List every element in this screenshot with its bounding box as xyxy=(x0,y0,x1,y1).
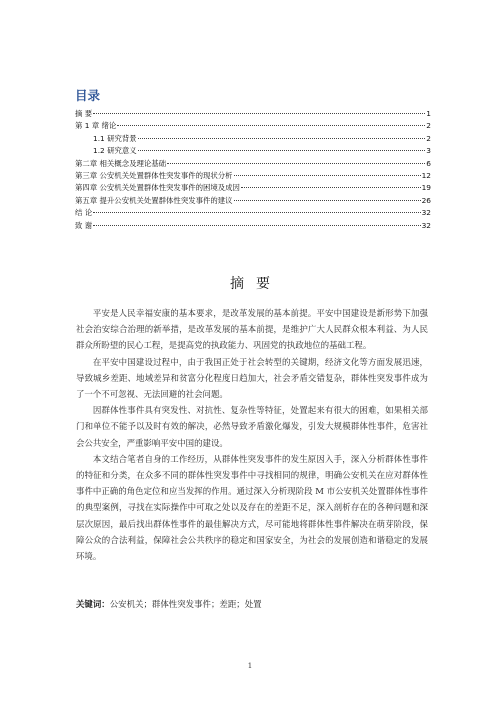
toc-entry-label: 第 1 章 绪论 xyxy=(75,121,117,131)
toc-entry[interactable] xyxy=(75,182,431,194)
keywords-line xyxy=(76,598,262,610)
toc-leader-dots xyxy=(138,150,426,151)
abstract-heading: 摘要 xyxy=(230,276,282,292)
toc-entry-page: 26 xyxy=(421,195,431,205)
toc-entry-label: 1.1 研究背景 xyxy=(93,133,137,143)
toc-entry-label: 第三章 公安机关处置群体性突发事件的现状分析 xyxy=(75,170,233,180)
toc-entry[interactable] xyxy=(75,170,431,182)
page-number: 1 xyxy=(247,662,253,670)
toc-entry[interactable] xyxy=(75,220,431,232)
toc-entry-page: 19 xyxy=(421,183,431,193)
toc-leader-dots xyxy=(93,113,425,114)
toc-entry-page: 32 xyxy=(421,208,431,218)
toc-entry-page: 2 xyxy=(426,133,431,143)
toc-entry-page: 1 xyxy=(426,109,431,118)
toc-entry-page: 12 xyxy=(421,170,431,180)
toc-entry-label: 第四章 公安机关处置群体性突发事件的困境及成因 xyxy=(75,183,240,193)
toc-entry-page: 2 xyxy=(426,121,431,131)
toc-entry-label: 第五章 提升公安机关处置群体性突发事件的建议 xyxy=(75,195,233,205)
toc-leader-dots xyxy=(138,138,426,139)
toc-leader-dots xyxy=(241,187,421,188)
toc-entry[interactable] xyxy=(75,195,431,207)
abstract-paragraph: 平安是人民幸福安康的基本要求，是改革发展的基本前提。平安中国建设是新形势下加强社会治安综合治理的新举措，是改革发展的基本前提，是维护广大人民群众根本利益、为人民群众所盼望的民心工程，是提高党的执政能力、巩固党的执政地位的基础工程。 xyxy=(76,308,428,351)
toc-leader-dots xyxy=(93,225,420,226)
toc-entry-label: 摘 要 xyxy=(75,109,93,118)
abstract-paragraph: 因群体性事件具有突发性、对抗性、复杂性等特征，处置起来有很大的困难，如果相关部门和单位不能予以及时有效的解决，必然导致矛盾激化爆发，引发大规模群体性事件，危害社会公共安全，严重影响平安中国的建设。 xyxy=(76,405,428,448)
toc-entry[interactable] xyxy=(75,158,431,170)
toc-entry[interactable] xyxy=(75,133,431,145)
toc-entry-label: 1.2 研究意义 xyxy=(93,146,137,156)
toc-leader-dots xyxy=(117,125,425,126)
abstract-paragraph: 在平安中国建设过程中，由于我国正处于社会转型的关键期，经济文化等方面发展迅速，导致城乡差距、地域差异和贫富分化程度日趋加大，社会矛盾交错复杂，群体性突发事件成为了一个不可忽视、无法回避的社会问题。 xyxy=(76,356,428,400)
table-of-contents xyxy=(75,108,431,232)
toc-entry-page: 3 xyxy=(426,146,431,156)
abstract-paragraph: 本文结合笔者自身的工作经历，从群体性突发事件的发生原因入手，深入分析群体性事件的特征和分类，在众多不同的群体性突发事件中寻找相同的规律，明确公安机关在应对群体性事件中正确的角色定位和应当发挥的作用。通过深入分析现阶段 M 市公安机关处置群体性事件的典型案例，寻找在实际操作中可取之处以及存在的差距不足，深入剖析存在的各种问题和深层次原因，最后找出群体性事件的最佳解决方式，尽可能地将群体性事件解决在萌芽阶段，保障公众的合法利益，保障社会公共秩序的稳定和国家安全，为社会的发展创造和谐稳定的发展环境。 xyxy=(76,453,428,562)
toc-entry-label: 第二章 相关概念及理论基础 xyxy=(75,158,167,168)
toc-entry[interactable] xyxy=(75,207,431,219)
toc-entry-page: 32 xyxy=(421,220,431,230)
toc-entry[interactable] xyxy=(75,120,431,132)
abstract-body xyxy=(76,305,428,564)
toc-title: 目录 xyxy=(75,88,101,103)
keywords-text: 公安机关；群体性突发事件；差距；处置 xyxy=(109,599,262,609)
keywords-label: 关键词： xyxy=(76,599,110,609)
toc-leader-dots xyxy=(234,175,421,176)
toc-leader-dots xyxy=(167,163,425,164)
toc-entry-page: 6 xyxy=(426,158,431,168)
toc-entry-label: 结 论 xyxy=(75,208,93,218)
toc-leader-dots xyxy=(93,212,420,213)
toc-entry[interactable] xyxy=(75,108,431,120)
toc-entry-label: 致 谢 xyxy=(75,220,93,230)
toc-leader-dots xyxy=(234,200,421,201)
toc-entry[interactable] xyxy=(75,145,431,157)
